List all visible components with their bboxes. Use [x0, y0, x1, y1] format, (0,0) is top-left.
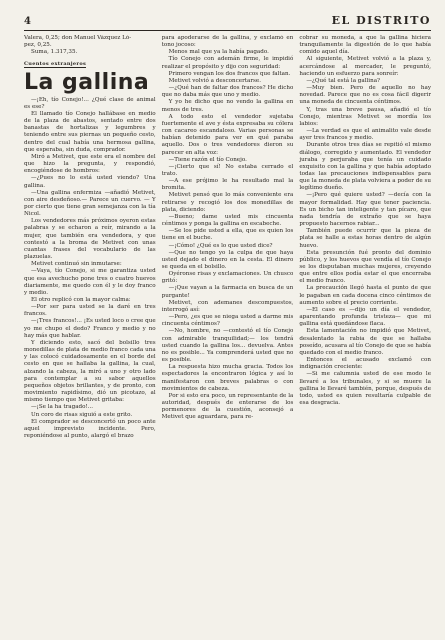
paragraph: El llamado tío Conejo hallábase en medio de la plaza de abastos, sentado entre dos banastas de hortalizas y legumbres y teniendo entre sus piernas un pequeño cesto, dentro del cual había una hermosa gallina, que esperaba, sin duda, comprador.	[24, 110, 156, 153]
paragraph: —Una gallina enfermiza —añadió Metivet, con aire desdeñoso.— Parece un cuervo. — Y por cierto que tiene gran semejanza con la tía Nicol.	[24, 189, 156, 218]
donation-line: pez, 0,25.	[24, 42, 52, 49]
paragraph: Metivet, con ademanes descompuestos, interrogó así:	[161, 299, 294, 313]
paragraph: El comprador se desconcertó un poco ante aquel imprevisto incidente. Pero, reponiéndose al punto, alargó el brazo	[24, 418, 156, 439]
column-1	[24, 35, 156, 619]
paragraph: El otro replicó con la mayor calma:	[31, 297, 131, 303]
paragraph: A todo esto el vendedor sujetaba fuertemente el ave y ésta expresaba su cólera con cacareo escandaloso. Varias personas se habían detenido para ver en qué paraba aquello. Dos o tres vendedores dieron su parecer en alta voz:	[161, 113, 294, 156]
column-3	[299, 35, 431, 619]
paragraph: Miró a Metivet, que este era el nombre del que hizo la pregunta, y respondió, encogiéndose de hombros:	[24, 153, 156, 175]
paragraph: Esta presunción fué pronto del dominio público, y los huevos que vendía el tío Conejo se los disputaban muchas mujeres, creyendo que entre ellos podía estar el que encerraba el medio franco.	[299, 249, 431, 285]
story-title: La gallina	[24, 69, 150, 95]
paragraph: —¿Pues no lo está usted viendo? Una gallina.	[24, 175, 156, 189]
paragraph: La respuesta hizo mucha gracia. Todos los espectadores la encontraron lógica y así lo manifestaron con breves palabras o con movimientos de cabeza.	[161, 364, 294, 392]
paragraph: —Si me calumnia usted de ese modo le llevaré a los tribunales, y si se muere la gallina le llevaré también, porque, después de todo, usted es quien resultaría culpable de esa desgracia.	[299, 371, 431, 406]
paragraph: Metivet volvió a desconcertarse.	[168, 77, 261, 84]
article-columns	[24, 35, 431, 619]
paragraph: Al siguiente, Metivet volvió a la plaza y, acercándose al mercader, le preguntó, haciendo un esfuerzo para sonreír:	[299, 56, 431, 77]
paragraph: —¡Cómo! ¿Qué es lo que usted dice?	[168, 242, 273, 249]
paragraph: —Se los pide usted a ella, que es quien los tiene en el buche.	[161, 228, 294, 242]
col2-body	[162, 35, 294, 421]
paragraph: cobrar su moneda, a que la gallina hiciera tranquilamente la digestión de lo que había comido aquel día.	[299, 35, 431, 56]
paragraph: Y, tras una breve pausa, añadió el tío Conejo, mientras Metivet se mordía los labios:	[299, 106, 431, 127]
paragraph: —¡Pero qué quiere usted? —decía con la mayor formalidad. Hay que tener paciencia. Es un bicho tan inteligente y tan pícaro, que nada tendría de extraño que se haya propuesto hacernos rabiar...	[299, 192, 431, 228]
paragraph: —Que no tengo yo la culpa de que haya usted dejado el dinero en la cesta. El dinero se queda en el bolsillo.	[161, 249, 294, 270]
paragraph: —La verdad es que el animalito vale desde ayer tres francos y medio.	[299, 128, 431, 142]
paragraph: para apoderarse de la gallina, y exclamó en tono jocoso:	[161, 35, 294, 49]
paragraph: —Vaya, tío Conejo, si me garantiza usted que esa avechucho pone tres o cuatro huevos diariamente, me quedo con él y le doy franco y medio.	[24, 268, 156, 296]
paragraph: —¡Se la ha tragado!...	[31, 404, 94, 411]
paragraph: —Por ser para usted se la daré en tres francos.	[24, 304, 156, 318]
paragraph: Durante otros tres días se repitió el mismo diálogo, corregido y aumentado. El vendedor juraba y perjuraba que tenía un cuidado exquisito con la gallina y que había adoptado todas las precauciones indispensables para que la moneda de plata volviera a poder de su legítimo dueño.	[299, 142, 431, 192]
paragraph: Primero vengan los dos francos que faltan.	[168, 70, 291, 77]
paragraph: La precaución llegó hasta el punto de que le pagaban en cada docena cinco céntimos de aumento sobre el precio corriente.	[299, 285, 431, 306]
col3-body	[299, 35, 431, 407]
paragraph: Los vendedores más próximos oyeron estas palabras y se echaron a reír, mirando a la mujer, que también era vendedora, y que contestó a la broma de Metivet con unas cuantas frases del vocabulario de las plazuelas.	[24, 218, 156, 261]
donation-total: Suma, 1.317,35.	[31, 49, 78, 56]
paragraph: Y diciendo esto, sacó del bolsillo tres monedillas de plata de medio franco cada una y las colocó cuidadosamente en el borde del cesto en que se hallaba la gallina, la cual, alzando la cabeza, la miró a uno y otro lado para contemplar a su sabor aquellos pequeños objetos brillantes, y de pronto, con movimiento rapidísimo, dió un picotazo, al mismo tiempo que Metivet gritaba:	[24, 339, 156, 404]
paragraph: —El caso es —dijo un día el vendedor, aparentando profunda tristeza— que mi gallina está quedándose flaca.	[299, 306, 431, 328]
paragraph: —No, hombre, no —contestó el tío Conejo con admirable tranquilidad;— los tendrá usted cuando la gallina los... devuelva. Antes no es posible... Ya comprenderá usted que no es posible.	[161, 328, 294, 364]
paragraph: Entonces el acusado exclamó con indignación creciente:	[299, 357, 431, 371]
paragraph: —Bueno; dame usted mis cincuenta céntimos y ponga la gallina en escabeche.	[161, 213, 294, 228]
paragraph: Oyéronse risas y exclamaciones. Un chusco gritó:	[161, 271, 294, 285]
paragraph: —¿Qué tal está la gallina?	[306, 77, 381, 84]
paragraph: —¡Tres francos!... ¡Es usted loco o cree que yo me chupo el dedo? Franco y medio y no hay más que hablar.	[24, 318, 156, 339]
paragraph: Menos mal que ya la había pagado.	[168, 49, 269, 56]
page-header	[24, 14, 431, 28]
paragraph: Por si esto era poco, un representante de la autoridad, después de enterarse de los pormenores de la cuestión, aconsejó a Metivet que aguardara, para re-	[161, 392, 294, 421]
paragraph: —Muy bien. Pero de aquello no hay novedad. Parece que no es cosa fácil digerir una moneda de cincuenta céntimos.	[299, 85, 431, 106]
section-label: Cuentos extranjeros	[24, 61, 87, 68]
paragraph: Un coro de risas siguió a este grito.	[31, 411, 133, 418]
paragraph: —A ese prójimo le ha resultado mal la bromita.	[161, 178, 294, 192]
donation-line: Valera, 0,25; don Manuel Vázquez Ló-	[24, 35, 132, 41]
page-number: 4	[24, 16, 31, 27]
paragraph: —¿Qué han de faltar dos francos? He dicho que no daba más que uno y medio.	[161, 85, 294, 99]
paragraph: —Tiene razón el tío Conejo.	[168, 156, 247, 163]
paragraph: —¡Cierto que sí! No estaba cerrado el trato.	[161, 163, 294, 177]
header-rule	[24, 30, 431, 31]
col1-body	[24, 97, 156, 441]
paragraph: Tío Conejo con ademán firme, le impidió realizar el propósito y dijo con seguridad:	[161, 56, 294, 70]
newspaper-name: EL DISTRITO	[331, 14, 431, 27]
paragraph: —Pero, ¿es que se niega usted a darme mis cincuenta céntimos?	[161, 314, 294, 328]
paragraph: Y yo he dicho que no vendo la gallina en menos de tres.	[161, 99, 294, 113]
paragraph: Esta lamentación no impidió que Metivet, desalentado la rabia de que se hallaba poseído, acusara al tío Conejo de que se había quedado con el medio franco.	[299, 328, 431, 356]
paragraph: —¡Eh, tío Conejo!... ¿Qué clase de animal es ese?	[24, 96, 156, 110]
paragraph: —¡Que vayan a la farmacia en busca de un purgante!	[161, 285, 294, 299]
paragraph: También puede ocurrir que la pieza de plata se halle a estas horas dentro de algún huevo.	[299, 228, 431, 249]
column-2	[162, 35, 294, 619]
paragraph: Metivet pensó que lo más conveniente era retirarse y recogió los dos monedillas de plata, diciendo:	[161, 192, 294, 213]
paragraph: Metivet continuó sin inmutarse:	[31, 261, 122, 268]
